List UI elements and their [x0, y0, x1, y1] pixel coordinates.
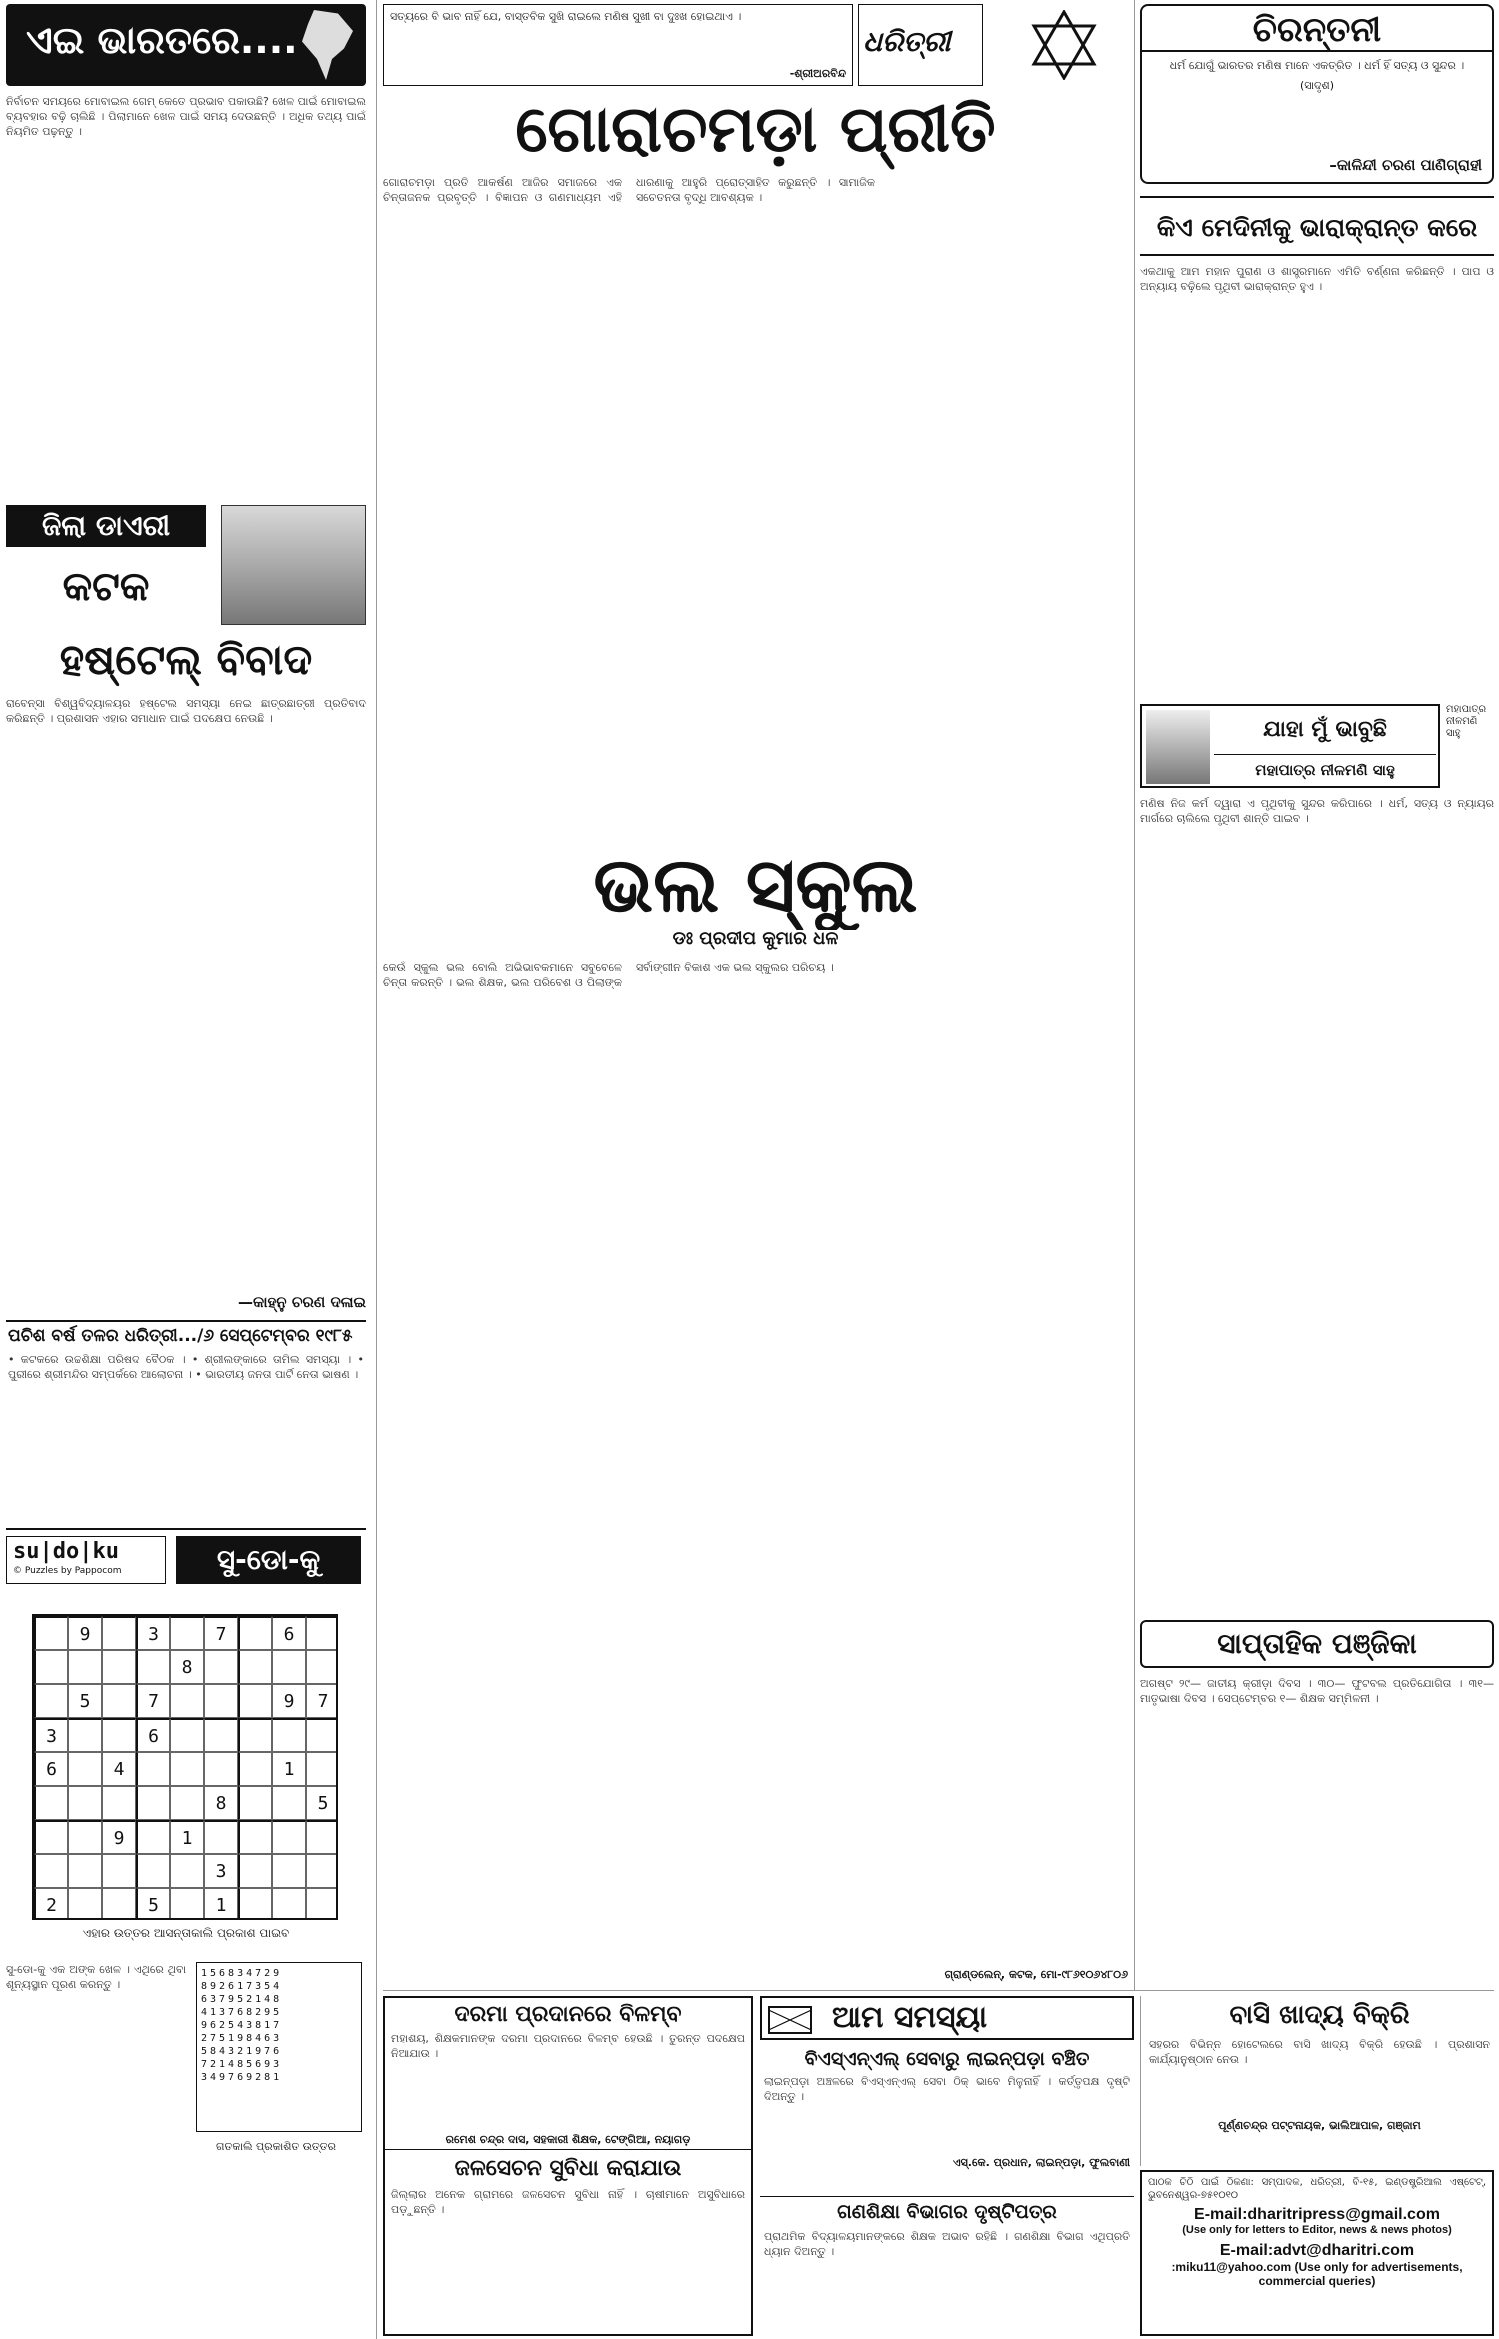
- sudoku-cell: 9: [272, 1684, 306, 1718]
- contact-note: ପାଠକ ଚିଠି ପାଇଁ ଠିକଣା: ସମ୍ପାଦକ, ଧରିତ୍ରୀ, ବି-୧୫, ଇଣ୍ଡଷ୍ଟ୍ରିଆଲ ଏଷ୍ଟେଟ୍, ଭୁବନେଶ୍ୱର-୭୫୧୦୧୦: [1148, 2177, 1486, 2201]
- district-diary-label: ଜିଲା ଡାଏରୀ: [6, 505, 206, 547]
- star-emblem-icon: [1030, 10, 1098, 80]
- sudoku-solution-row: 156834729: [201, 1968, 283, 1979]
- envelope-icon: [768, 2006, 812, 2034]
- sudoku-cell: [170, 1888, 204, 1920]
- sudoku-cell: [238, 1888, 272, 1920]
- sudoku-cell: 9: [102, 1820, 136, 1854]
- sudoku-cell: [306, 1888, 338, 1920]
- sudoku-solution-row: 413768295: [201, 2007, 283, 2018]
- sudoku-cell: 3: [136, 1616, 170, 1650]
- sudoku-cell: [170, 1786, 204, 1820]
- bsnl-title: ବିଏସ୍ଏନ୍ଏଲ୍ ସେବାରୁ ଲାଇନ୍‌ପଡ଼ା ବଞ୍ଚିତ: [804, 2048, 1090, 2070]
- masthead-logo: [858, 4, 983, 86]
- india-map-icon: [296, 10, 356, 80]
- sudoku-cell: [136, 1752, 170, 1786]
- chirantani-body: ଧର୍ମ ଯୋଗୁଁ ଭାରତର ମଣିଷ ମାନେ ଏକତ୍ରିତ । ଧର୍ମ ହିଁ ସତ୍ୟ ଓ ସୁନ୍ଦର ।: [1169, 59, 1465, 72]
- contact-email-advt-alt[interactable]: :miku11@yahoo.com (Use only for advertisements, commercial queries): [1171, 2260, 1463, 2288]
- sudoku-cell: [204, 1684, 238, 1718]
- hostel-text: ରାବେନ୍ସା ବିଶ୍ୱବିଦ୍ୟାଳୟର ହଷ୍ଟେଲ ସମସ୍ୟା ନେଇ ଛାତ୍ରଛାତ୍ରୀ ପ୍ରତିବାଦ କରିଛନ୍ତି । ପ୍ରଶାସନ ଏହାର ସମାଧାନ ପାଇଁ ପଦକ୍ଷେପ ନେଉଛି ।: [6, 697, 366, 725]
- hostel-title: ହଷ୍ଟେଲ୍ ବିବାଦ: [59, 635, 313, 684]
- food-body: ସହରର ବିଭିନ୍ନ ହୋଟେଲରେ ବାସି ଖାଦ୍ୟ ବିକ୍ରି ହେଉଛି । ପ୍ରଶାସନ କାର୍ଯ୍ୟାନୁଷ୍ଠାନ ନେଉ ।: [1149, 2038, 1490, 2066]
- sudoku-cell: [170, 1616, 204, 1650]
- sudoku-solution-row: 721485693: [201, 2059, 283, 2070]
- medicine-title: କିଏ ମେଦିନୀକୁ ଭାରାକ୍ରାନ୍ତ କରେ: [1140, 196, 1494, 256]
- sudoku-cell: [272, 1854, 306, 1888]
- opinion-label: ଯାହା ମୁଁ ଭାବୁଛି: [1263, 717, 1387, 742]
- chirantani-note: (ସାଦୃଶ): [1299, 79, 1334, 92]
- sudoku-credit: © Puzzles by Pappocom: [13, 1566, 122, 1576]
- sudoku-cell: [68, 1650, 102, 1684]
- sudoku-solution-rows: [201, 1967, 357, 2084]
- sudoku-cell: [238, 1752, 272, 1786]
- sudoku-cell: [102, 1650, 136, 1684]
- sudoku-cell: [170, 1752, 204, 1786]
- medicine-body: [1140, 264, 1494, 704]
- logo-text: ଧରିତ୍ରୀ: [863, 25, 951, 58]
- sudoku-cell: [102, 1786, 136, 1820]
- sudoku-solution-row: 275198463: [201, 2033, 283, 2044]
- sudoku-cell: [306, 1854, 338, 1888]
- delay-title: ଦରମା ପ୍ରଦାନରେ ବିଳମ୍ବ: [454, 2002, 682, 2027]
- opinion-text: ମଣିଷ ନିଜ କର୍ମ ଦ୍ୱାରା ଏ ପୃଥିବୀକୁ ସୁନ୍ଦର କରିପାରେ । ଧର୍ମ, ସତ୍ୟ ଓ ନ୍ୟାୟର ମାର୍ଗରେ ଚାଲିଲେ ପୃଥିବୀ ଶାନ୍ତି ପାଇବ ।: [1140, 797, 1494, 825]
- sudoku-cell: [272, 1820, 306, 1854]
- sudoku-solution-row: 349769281: [201, 2072, 283, 2083]
- delay-body: ମହାଶୟ, ଶିକ୍ଷକମାନଙ୍କ ଦରମା ପ୍ରଦାନରେ ବିଳମ୍ବ ହେଉଛି । ତୁରନ୍ତ ପଦକ୍ଷେପ ନିଆଯାଉ ।: [391, 2032, 745, 2060]
- sudoku-solution: [196, 1962, 362, 2132]
- sudoku-cell: [102, 1718, 136, 1752]
- sudoku-cell: [68, 1854, 102, 1888]
- weekly-title: ସାପ୍ତାହିକ ପଞ୍ଜିକା: [1140, 1620, 1494, 1668]
- sudoku-cell: [34, 1786, 68, 1820]
- sudoku-solution-row: 584321976: [201, 2046, 283, 2057]
- sudoku-cell: [272, 1786, 306, 1820]
- contact-email-advt[interactable]: E-mail:advt@dharitri.com: [1219, 2242, 1415, 2259]
- sudoku-solution-row: 962543817: [201, 2020, 283, 2031]
- sudoku-cell: [102, 1684, 136, 1718]
- delay-box: [383, 1996, 753, 2336]
- archive-box: [6, 1320, 366, 1520]
- banner-ei-bharatare: [6, 4, 366, 86]
- sudoku-cell: [238, 1650, 272, 1684]
- sudoku-cell: [204, 1820, 238, 1854]
- sudoku-cell: 5: [68, 1684, 102, 1718]
- sudoku-cell: [136, 1650, 170, 1684]
- sudoku-cell: [238, 1820, 272, 1854]
- sudoku-cell: [204, 1752, 238, 1786]
- delay-signature: ରମେଶ ଚନ୍ଦ୍ର ଦାସ, ସହକାରୀ ଶିକ୍ଷକ, ଟେଙ୍ଗିଆ, ନୟାଗଡ଼: [445, 2133, 691, 2146]
- left-news-body: [6, 94, 366, 474]
- sudoku-cell: 1: [170, 1820, 204, 1854]
- sudoku-cell: [136, 1820, 170, 1854]
- sudoku-cell: 8: [204, 1786, 238, 1820]
- sudoku-cell: [306, 1718, 338, 1752]
- sudoku-cell: [170, 1684, 204, 1718]
- banner-title: ଏଇ ଭାରତରେ....: [26, 18, 298, 62]
- sudoku-cell: [238, 1854, 272, 1888]
- masthead-quote-box: [383, 4, 853, 86]
- sudoku-cell: [68, 1786, 102, 1820]
- sudoku-logo: [6, 1536, 166, 1584]
- contact-box: [1140, 2170, 1494, 2336]
- sudoku-cell: 6: [34, 1752, 68, 1786]
- editorial-body: [383, 175, 1128, 835]
- sudoku-cell: 6: [136, 1718, 170, 1752]
- sudoku-cell: 1: [204, 1888, 238, 1920]
- sudoku-cell: [170, 1854, 204, 1888]
- left-news-text: ନିର୍ବାଚନ ସମୟରେ ମୋବାଇଲ ଗେମ୍ କେତେ ପ୍ରଭାବ ପକାଉଛି? ଖେଳ ପାଇଁ ମୋବାଇଲ ବ୍ୟବହାର ବଢ଼ି ଚାଲିଛି । ପିଲାମାନେ ଖେଳ ପାଇଁ ସମୟ ଦେଉଛନ୍ତି । ଅଧିକ ତଥ୍ୟ ପାଇଁ ନିୟମିତ ପଢ଼ନ୍ତୁ ।: [6, 95, 366, 138]
- education-article: [760, 2196, 1134, 2336]
- sudoku-cell: [136, 1854, 170, 1888]
- sudoku-cell: [306, 1650, 338, 1684]
- sudoku-cell: [136, 1786, 170, 1820]
- irrigation-body: ଜିଲ୍ଲାର ଅନେକ ଗ୍ରାମରେ ଜଳସେଚନ ସୁବିଧା ନାହିଁ । ଚାଷୀମାନେ ଅସୁବିଧାରେ ପଡ଼ୁଛନ୍ତି ।: [391, 2188, 745, 2216]
- good-school-text: କେଉଁ ସ୍କୁଲ ଭଲ ବୋଲି ଅଭିଭାବକମାନେ ସବୁବେଳେ ଚିନ୍ତା କରନ୍ତି । ଭଲ ଶିକ୍ଷକ, ଭଲ ପରିବେଶ ଓ ପିଲାଙ୍କ ସର୍ବାଙ୍ଗୀନ ବିକାଶ ଏକ ଭଲ ସ୍କୁଲର ପରିଚୟ ।: [383, 961, 834, 989]
- opinion-side-label: ମହାପାତ୍ର ନୀଳମଣି ସାହୁ: [1446, 704, 1487, 739]
- chirantani-author: –କାଳିନ୍ଦୀ ଚରଣ ପାଣିଗ୍ରାହୀ: [1329, 156, 1482, 174]
- irrigation-title: ଜଳସେଚନ ସୁବିଧା କରାଯାଉ: [385, 2149, 751, 2187]
- bsnl-signature: ଏସ୍.କେ. ପ୍ରଧାନ, ଲାଇନ୍‌ପଡ଼ା, ଫୁଲବାଣୀ: [952, 2156, 1130, 2169]
- sudoku-solution-row: 892617354: [201, 1981, 283, 1992]
- district-photo: [221, 505, 366, 625]
- sudoku-cell: [306, 1752, 338, 1786]
- sudoku-cell: 6: [272, 1616, 306, 1650]
- sudoku-cell: [238, 1616, 272, 1650]
- food-article: [1140, 1996, 1494, 2166]
- sudoku-cell: 7: [136, 1684, 170, 1718]
- education-title: ଗଣଶିକ୍ଷା ବିଭାଗର ଦୃଷ୍ଟିପତ୍ର: [837, 2201, 1057, 2223]
- food-title: ବାସି ଖାଦ୍ୟ ବିକ୍ରି: [1229, 2000, 1410, 2030]
- opinion-header: [1140, 704, 1440, 788]
- masthead-quote-author: -ଶ୍ରୀଅରବିନ୍ଦ: [789, 67, 846, 80]
- sudoku-cell: [204, 1718, 238, 1752]
- sudoku-cell: [204, 1650, 238, 1684]
- sudoku-cell: [238, 1684, 272, 1718]
- sudoku-cell: 3: [34, 1718, 68, 1752]
- bsnl-article: [760, 2046, 1134, 2196]
- sudoku-grid: [32, 1614, 338, 1920]
- sudoku-cell: [68, 1820, 102, 1854]
- editorial-text: ଗୋରାଚମଡ଼ା ପ୍ରତି ଆକର୍ଷଣ ଆଜିର ସମାଜରେ ଏକ ଚିନ୍ତାଜନକ ପ୍ରବୃତ୍ତି । ବିଜ୍ଞାପନ ଓ ଗଣମାଧ୍ୟମ ଏହି ଧାରଣାକୁ ଆହୁରି ପ୍ରୋତ୍ସାହିତ କରୁଛନ୍ତି । ସାମାଜିକ ସଚେତନତା ବୃଦ୍ଧି ଆବଶ୍ୟକ ।: [383, 176, 875, 204]
- sudoku-cell: [272, 1888, 306, 1920]
- sudoku-cell: [272, 1718, 306, 1752]
- sudoku-solution-caption: ଗତକାଲି ପ୍ରକାଶିତ ଉତ୍ତର: [216, 2140, 336, 2153]
- archive-title: ପଚିଶ ବର୍ଷ ତଳର ଧରିତ୍ରୀ.../୬ ସେପ୍ଟେମ୍ବର ୧୯୮୫: [8, 1326, 353, 1346]
- archive-body: • କଟକରେ ଉଚ୍ଚଶିକ୍ଷା ପରିଷଦ ବୈଠକ । • ଶ୍ରୀଲଙ୍କାରେ ତାମିଲ ସମସ୍ୟା । • ପୁରୀରେ ଶ୍ରୀମନ୍ଦିର ସମ୍ପର୍କରେ ଆଲୋଚନା । • ଭାରତୀୟ ଜନତା ପାର୍ଟି ନେତା ଭାଷଣ ।: [8, 1353, 364, 1381]
- sudoku-cell: [102, 1854, 136, 1888]
- author-photo: [1146, 710, 1210, 784]
- hostel-byline: —କାହ୍ନୁ ଚରଣ ଦଳାଇ: [238, 1293, 366, 1311]
- opinion-author: ମହାପାତ୍ର ନୀଳମଣି ସାହୁ: [1214, 754, 1436, 784]
- sudoku-cell: [238, 1718, 272, 1752]
- sudoku-cell: [68, 1752, 102, 1786]
- food-signature: ପୂର୍ଣ୍ଣଚନ୍ଦ୍ର ପଟ୍ଟନାୟକ, ଭାଲିଆପାଳ, ଗଞ୍ଜାମ: [1218, 2119, 1421, 2132]
- sudoku-cell: [238, 1786, 272, 1820]
- sudoku-cell: 9: [68, 1616, 102, 1650]
- sudoku-cell: 2: [34, 1888, 68, 1920]
- weekly-text: ଅଗଷ୍ଟ ୨୯— ଜାତୀୟ କ୍ରୀଡ଼ା ଦିବସ । ୩୦— ଫୁଟବଲ ପ୍ରତିଯୋଗିତା । ୩୧— ମାତୃଭାଷା ଦିବସ । ସେପ୍ଟେମ୍ବର ୧— ଶିକ୍ଷକ ସମ୍ମିଳନୀ ।: [1140, 1677, 1494, 1705]
- problem-header: [760, 1996, 1134, 2040]
- good-school-title: ଭଲ ସ୍କୁଲ: [593, 840, 918, 929]
- sudoku-cell: 7: [204, 1616, 238, 1650]
- sudoku-cell: [170, 1718, 204, 1752]
- sudoku-cell: [306, 1820, 338, 1854]
- sudoku-cell: [34, 1820, 68, 1854]
- sudoku-cell: [272, 1650, 306, 1684]
- good-school-author: ଡଃ ପ୍ରଦୀପ କୁମାର ଧଳ: [672, 928, 839, 949]
- sudoku-answer-note: ଏହାର ଉତ୍ତର ଆସନ୍ତାକାଲି ପ୍ରକାଶ ପାଇବ: [82, 1926, 290, 1940]
- sudoku-cell: [306, 1616, 338, 1650]
- sudoku-cell: [68, 1718, 102, 1752]
- sudoku-title: ସୁ-ଡୋ-କୁ: [176, 1536, 361, 1584]
- sudoku-cell: 8: [170, 1650, 204, 1684]
- contact-email-editor[interactable]: E-mail:dharitripress@gmail.com: [1194, 2206, 1440, 2223]
- weekly-body: [1140, 1676, 1494, 1946]
- sudoku-cell: [34, 1854, 68, 1888]
- education-body: ପ୍ରାଥମିକ ବିଦ୍ୟାଳୟମାନଙ୍କରେ ଶିକ୍ଷକ ଅଭାବ ରହିଛି । ଗଣଶିକ୍ଷା ବିଭାଗ ଏଥିପ୍ରତି ଧ୍ୟାନ ଦିଅନ୍ତୁ ।: [764, 2230, 1130, 2258]
- opinion-body: [1140, 796, 1494, 1616]
- sudoku-cell: [102, 1888, 136, 1920]
- sudoku-cell: [34, 1650, 68, 1684]
- problem-header-title: ଆମ ସମସ୍ୟା: [832, 2000, 988, 2035]
- bsnl-body: ଲାଇନ୍‌ପଡ଼ା ଅଞ୍ଚଳରେ ବିଏସ୍ଏନ୍ଏଲ୍ ସେବା ଠିକ୍ ଭାବେ ମିଳୁନାହିଁ । କର୍ତ୍ତୃପକ୍ଷ ଦୃଷ୍ଟି ଦିଅନ୍ତୁ ।: [764, 2075, 1130, 2103]
- district-name: କଟକ: [62, 564, 150, 610]
- chirantani-title: ଚିରନ୍ତନୀ: [1142, 6, 1492, 52]
- sudoku-cell: 3: [204, 1854, 238, 1888]
- masthead-quote: ସତ୍ୟରେ ବି ଭାବ ନାହିଁ ଯେ, ବାସ୍ତବିକ ସୁଖି ରାଇଲେ ମଣିଷ ସୁଖୀ ବା ଦୁଃଖ ହୋଇଥାଏ ।: [390, 10, 742, 23]
- medicine-text: ଏକଥାକୁ ଆମ ମହାନ ପୁରାଣ ଓ ଶାସ୍ତ୍ରମାନେ ଏମିତି ବର୍ଣ୍ଣନା କରିଛନ୍ତି । ପାପ ଓ ଅନ୍ୟାୟ ବଢ଼ିଲେ ପୃଥିବୀ ଭାରାକ୍ରାନ୍ତ ହୁଏ ।: [1140, 265, 1494, 293]
- contact-email-editor-note: (Use only for letters to Editor, news & news photos): [1182, 2224, 1452, 2236]
- sudoku-cell: [34, 1616, 68, 1650]
- sudoku-cell: 5: [136, 1888, 170, 1920]
- sudoku-cell: [34, 1684, 68, 1718]
- sudoku-cell: 5: [306, 1786, 338, 1820]
- good-school-body: [383, 960, 1128, 1970]
- sudoku-solution-row: 637952148: [201, 1994, 283, 2005]
- sudoku-cell: 1: [272, 1752, 306, 1786]
- chirantani-box: [1140, 4, 1494, 184]
- sudoku-logo-text: su|do|ku: [13, 1539, 119, 1564]
- sudoku-cell: 4: [102, 1752, 136, 1786]
- sudoku-instructions: ସୁ-ଡୋ-କୁ ଏକ ଅଙ୍କ ଖେଳ । ଏଥିରେ ଥିବା ଶୂନ୍ୟସ୍ଥାନ ପୂରଣ କରନ୍ତୁ ।: [6, 1963, 186, 1991]
- hostel-body: [6, 696, 366, 1296]
- sudoku-section: [6, 1528, 366, 2333]
- district-diary: [6, 505, 366, 625]
- sudoku-cell: [102, 1616, 136, 1650]
- sudoku-cell: 7: [306, 1684, 338, 1718]
- sudoku-cell: [68, 1888, 102, 1920]
- editorial-title: ଗୋରାଚମଡ଼ା ପ୍ରୀତି: [515, 93, 996, 167]
- good-school-address: ଗ୍ରାଣ୍ଡଲେନ୍, କଟକ, ମୋ-୯୮୬୧୦୬୪୮୦୬: [944, 1968, 1128, 1981]
